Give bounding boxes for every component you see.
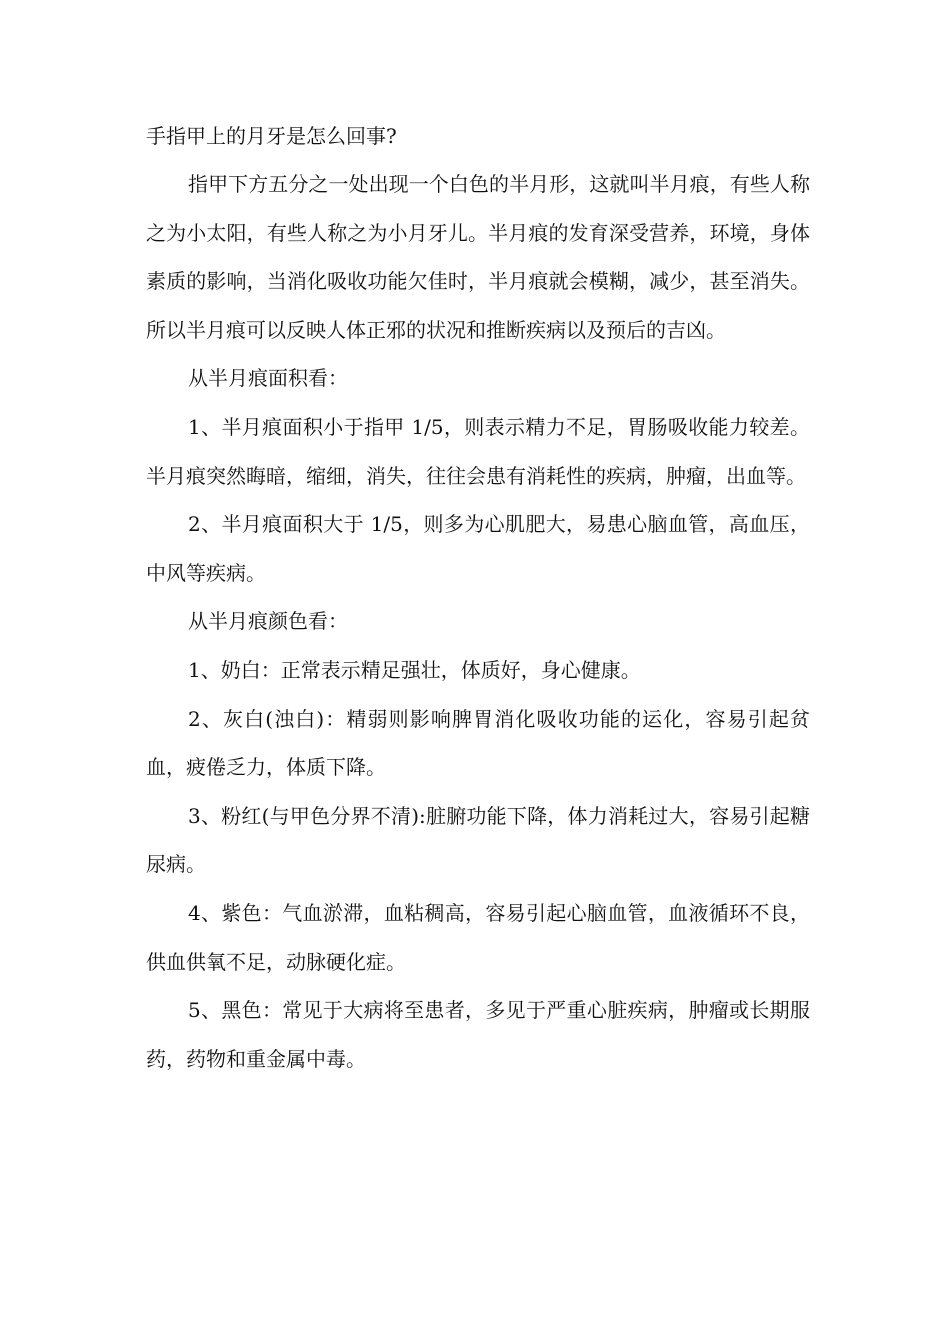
area-item-1: 1、半月痕面积小于指甲 1/5，则表示精力不足，胃肠吸收能力较差。半月痕突然晦暗，缩细，消失，往往会患有消耗性的疾病，肿瘤，出血等。: [146, 414, 810, 488]
color-section-heading: 从半月痕颜色看：: [188, 609, 348, 634]
color-item-5: 5、黑色：常见于大病将至患者，多见于严重心脏疾病，肿瘤或长期服药，药物和重金属中毒。: [146, 998, 810, 1071]
document-title: 手指甲上的月牙是怎么回事?: [146, 124, 397, 148]
intro-paragraph: 指甲下方五分之一处出现一个白色的半月形，这就叫半月痕，有些人称之为小太阳，有些人称之为小月牙儿。半月痕的发育深受营养，环境，身体素质的影响，当消化吸收功能欠佳时，半月痕就会模糊，减少，甚至消失。所以半月痕可以反映人体正邪的状况和推断疾病以及预后的吉凶。: [146, 172, 810, 342]
area-section-heading: 从半月痕面积看：: [188, 366, 348, 391]
color-item-4: 4、紫色：气血淤滞，血粘稠高，容易引起心脑血管，血液循环不良，供血供氧不足，动脉硬化症。: [146, 900, 810, 974]
color-item-1: 1、奶白：正常表示精足强壮，体质好，身心健康。: [188, 657, 641, 682]
document-body: [146, 112, 810, 1083]
area-item-2: 2、半月痕面积大于 1/5，则多为心肌肥大，易患心脑血管，高血压，中风等疾病。: [146, 512, 810, 585]
color-item-3: 3、粉红(与甲色分界不清):脏腑功能下降，体力消耗过大，容易引起糖尿病。: [146, 803, 810, 877]
color-item-2: 2、灰白(浊白)：精弱则影响脾胃消化吸收功能的运化，容易引起贫血，疲倦乏力，体质下降。: [146, 706, 810, 780]
